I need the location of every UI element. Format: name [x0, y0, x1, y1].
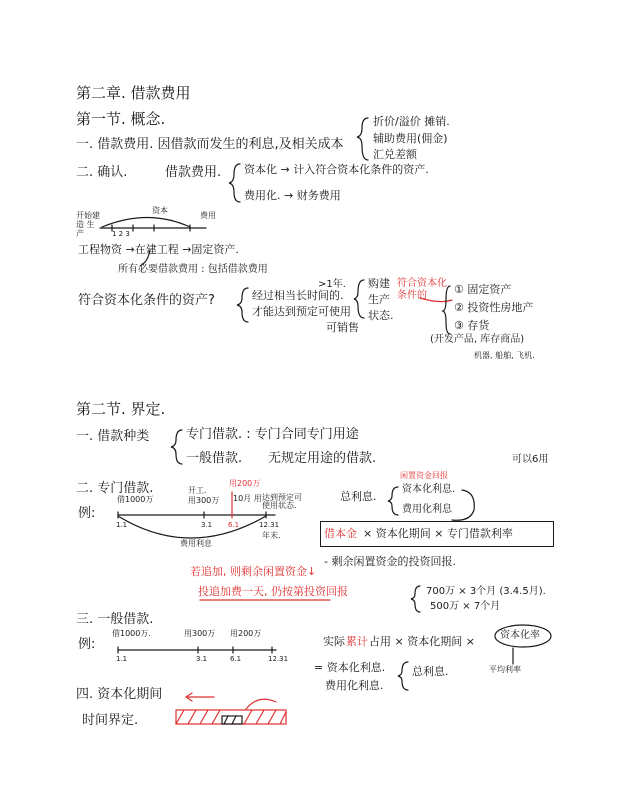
formula-rest: × 资本化期间 × 专门借款利率 [363, 527, 513, 540]
flow-note: 所有必要借款费用 : 包括借款费用 [118, 264, 268, 275]
g-eq-a: = 资本化利息. [314, 661, 386, 674]
brace-calc [411, 586, 420, 612]
ex-use1: 用300万 [188, 496, 220, 505]
asset-list-1: ① 固定资产 [454, 283, 512, 296]
g-t4: 12.31 [268, 655, 289, 663]
ex-use2-red: 用200万 [229, 479, 261, 488]
qualifying-asset-question: 符合资本化条件的资产? [78, 293, 215, 308]
general-loan-label: 三. 一般借款. [76, 612, 154, 627]
loan-kind-general-note: 可以6用 [512, 454, 549, 465]
section1-title: 第一节. 概念. [76, 110, 166, 128]
q-mid-top: >1年. [318, 279, 346, 290]
period-arrow-right [246, 699, 276, 709]
item1-brace-a: 折价/溢价 摊销. [373, 115, 450, 128]
item1-brace-c: 汇兑差额 [373, 148, 417, 161]
item2-expense: 费用化. → 财务费用 [244, 189, 341, 202]
brace-item1 [357, 118, 368, 160]
cap-interest: 资本化利息. [402, 484, 456, 495]
g-total: 总利息. [412, 665, 449, 678]
g-b1: 借1000万. [112, 629, 151, 638]
ex-t5: 年末. [262, 531, 281, 540]
period-arrow [186, 693, 214, 701]
asset-list-note2: 机器, 船舶, 飞机. [474, 351, 535, 360]
brace-total-interest [388, 487, 398, 515]
idle-return-arrow [452, 490, 474, 520]
ex-arc [118, 516, 266, 538]
timeline-arc [102, 218, 190, 228]
g-b2: 用300万 [184, 629, 216, 638]
g-formula-a: 实际 [323, 635, 345, 648]
g-t2: 3.1 [196, 655, 208, 663]
period-desc: 时间界定. [82, 713, 139, 728]
calc-2: 500万 × 7个月 [430, 601, 501, 612]
total-interest: 总利息. [340, 490, 377, 503]
period-inner-hatch [224, 716, 236, 724]
asset-list-note: (开发产品, 库存商品) [430, 334, 525, 345]
asset-list-2: ② 投资性房地产 [454, 301, 534, 314]
ex-borrow: 借1000万 [117, 495, 154, 504]
ex-t3: 6.1 [228, 521, 240, 529]
item2-label: 二. 确认. [76, 165, 128, 180]
chapter-title: 第二章. 借款费用 [76, 84, 191, 102]
ex-t1: 1.1 [116, 521, 128, 529]
g-rate-note: 平均利率 [489, 665, 521, 674]
g-rate: 资本化率 [500, 630, 540, 641]
q-left-a: 经过相当长时间的. [252, 289, 344, 302]
loan-kind-special: 专门借款. : 专门合同专门用途 [186, 427, 359, 442]
section2-title: 第二节. 界定. [76, 400, 166, 418]
ex-start: 开工. [188, 486, 207, 495]
brace-item2 [229, 164, 240, 202]
period-hatch [176, 710, 286, 724]
red-note2: 投追加费一天, 仍按第投资回报 [198, 585, 348, 598]
loan-kind-label: 一. 借款种类 [76, 429, 150, 444]
brace-qualifying [237, 288, 248, 322]
red-idle-return: 闲置资金回报 [400, 471, 448, 480]
loan-kind-general-desc: 无规定用途的借款. [268, 451, 377, 466]
q-left-b: 才能达到预定可使用 [252, 305, 351, 318]
timeline-start-label: 开始建造 生产 [76, 211, 100, 238]
g-b3: 用200万 [230, 629, 262, 638]
brace-loan-kind [171, 430, 182, 464]
g-eq-b: 费用化利息. [325, 679, 384, 692]
brace-mid [354, 280, 364, 318]
general-example-label: 例: [78, 637, 96, 652]
asset-list-3: ③ 存货 [454, 319, 490, 332]
red-note1: 若追加, 则剩余闲置资金↓ [190, 565, 317, 578]
red-arrow [420, 298, 452, 302]
g-rate-circle [495, 625, 551, 647]
red-condition-note: 符合资本化 条件的 [397, 278, 447, 301]
g-formula-b: 占用 × 资本化期间 × [369, 635, 475, 648]
ex-fee: 费用利息 [180, 539, 212, 548]
ex-end: 达到预定可使用状态. [262, 493, 302, 510]
q-mid-b: 生产 [368, 293, 390, 306]
timeline-end-label: 费用 [200, 211, 216, 220]
q-left-c: 可销售 [326, 321, 359, 334]
flow-hook [140, 250, 150, 266]
item1-brace-b: 辅助费用(佣金) [373, 132, 448, 145]
timeline-mid-label: 资本 [152, 206, 168, 215]
brace-asset-list [443, 286, 450, 334]
formula-red: 借本金 [324, 527, 357, 540]
exp-interest: 费用化利息 [402, 504, 452, 515]
special-loan-label: 二. 专门借款. [76, 481, 154, 496]
item2-term: 借款费用. [165, 165, 222, 180]
item1-label: 一. 借款费用. 因借款而发生的利息,及相关成本 [76, 137, 344, 152]
flow-line: 工程物资 →在建工程 →固定资产. [78, 243, 239, 256]
item2-capitalize: 资本化 → 计入符合资本化条件的资产. [244, 163, 429, 176]
formula-line2: - 剩余闲置资金的投资回报. [324, 555, 456, 568]
ex-t2: 3.1 [201, 521, 213, 529]
calc-1: 700万 × 3个月 (3.4.5月). [426, 586, 546, 597]
g-t1: 1.1 [116, 655, 128, 663]
example-label: 例: [78, 506, 96, 521]
g-t3: 6.1 [230, 655, 242, 663]
period-label: 四. 资本化期间 [76, 687, 163, 702]
q-mid-a: 购建 [368, 277, 390, 290]
q-mid-c: 状态. [368, 309, 394, 322]
ex-t4: 12.31 [259, 521, 280, 529]
loan-kind-general: 一般借款. [186, 451, 243, 466]
ex-use3: 10月 用 [233, 494, 262, 503]
brace-g-total [398, 662, 408, 690]
g-formula-red: 累计 [346, 635, 368, 648]
timeline-ticks: 1 2 3 [112, 230, 130, 238]
